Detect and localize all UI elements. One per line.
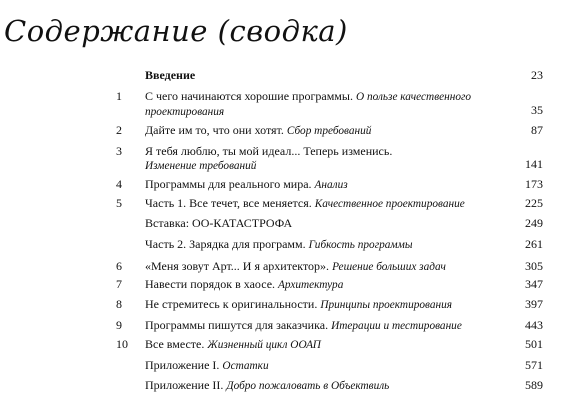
entry-title[interactable] [145, 68, 505, 83]
entry-title[interactable] [145, 237, 505, 253]
entry-main-title: «Меня зовут Арт... И я архитектор». [145, 259, 330, 273]
entry-main-title: Дайте им то, что они хотят. [145, 123, 284, 137]
page-title: Содержание (сводка) [4, 14, 348, 48]
entry-subtitle: Архитектура [278, 279, 344, 291]
page-number: 501 [525, 337, 543, 351]
entry-subtitle: О пользе качественного [355, 91, 472, 103]
chapter-number: 9 [116, 318, 122, 332]
page-number: 397 [525, 297, 543, 311]
entry-main-title: Введение [145, 68, 196, 82]
entry-subtitle: Качественное проектирование [314, 198, 465, 210]
entry-subtitle-continued: проектирования [145, 106, 225, 118]
page-number: 141 [525, 157, 543, 171]
entry-title[interactable] [145, 196, 505, 212]
chapter-number: 10 [116, 337, 128, 351]
entry-title[interactable] [145, 144, 505, 174]
entry-title[interactable] [145, 358, 505, 374]
entry-title[interactable] [145, 123, 505, 139]
entry-subtitle: Жизненный цикл ООАП [207, 339, 321, 351]
entry-subtitle: Решение больших задач [332, 261, 446, 273]
entry-main-title: Часть 1. Все течет, все меняется. [145, 196, 312, 210]
entry-main-title: Программы пишутся для заказчика. [145, 318, 329, 332]
entry-title[interactable] [145, 378, 505, 394]
page-number: 347 [525, 277, 543, 291]
entry-subtitle: Гибкость программы [308, 239, 413, 251]
entry-main-title: Приложение I. [145, 358, 220, 372]
entry-title[interactable] [145, 337, 505, 353]
entry-title[interactable] [145, 177, 505, 193]
chapter-number: 6 [116, 259, 122, 273]
entry-title[interactable] [145, 318, 505, 334]
page-number: 225 [525, 196, 543, 210]
entry-main-title: Часть 2. Зарядка для программ. [145, 237, 306, 251]
page-number: 305 [525, 259, 543, 273]
chapter-number: 8 [116, 297, 122, 311]
entry-subtitle: Итерации и тестирование [331, 320, 462, 332]
entry-main-title: С чего начинаются хорошие программы. [145, 89, 353, 103]
page-number: 589 [525, 378, 543, 392]
page-number: 173 [525, 177, 543, 191]
entry-title[interactable] [145, 216, 505, 231]
chapter-number: 5 [116, 196, 122, 210]
page-number: 35 [531, 103, 543, 117]
entry-subtitle: Принципы проектирования [320, 299, 453, 311]
entry-main-title: Все вместе. [145, 337, 205, 351]
chapter-number: 2 [116, 123, 122, 137]
entry-subtitle: Остатки [222, 360, 269, 372]
page-number: 23 [531, 68, 543, 82]
entry-title[interactable] [145, 259, 505, 275]
entry-subtitle: Анализ [314, 179, 348, 191]
entry-main-title: Приложение II. [145, 378, 224, 392]
chapter-number: 3 [116, 144, 122, 158]
entry-title[interactable] [145, 277, 505, 293]
entry-subtitle: Сбор требований [286, 125, 372, 137]
entry-main-title: Я тебя люблю, ты мой идеал... Теперь изменись. [145, 144, 393, 158]
page-number: 261 [525, 237, 543, 251]
chapter-number: 1 [116, 89, 122, 103]
entry-subtitle-continued: Изменение требований [145, 160, 257, 172]
page-number: 443 [525, 318, 543, 332]
entry-title[interactable] [145, 297, 505, 313]
entry-main-title: Навести порядок в хаосе. [145, 277, 276, 291]
page-number: 571 [525, 358, 543, 372]
entry-subtitle: Добро пожаловать в Объектвиль [226, 380, 390, 392]
page-number: 87 [531, 123, 543, 137]
entry-main-title: Не стремитесь к оригинальности. [145, 297, 318, 311]
entry-main-title: Программы для реального мира. [145, 177, 312, 191]
chapter-number: 7 [116, 277, 122, 291]
entry-title[interactable] [145, 89, 505, 120]
entry-main-title: Вставка: ОО-КАТАСТРОФА [145, 216, 293, 230]
page-number: 249 [525, 216, 543, 230]
chapter-number: 4 [116, 177, 122, 191]
